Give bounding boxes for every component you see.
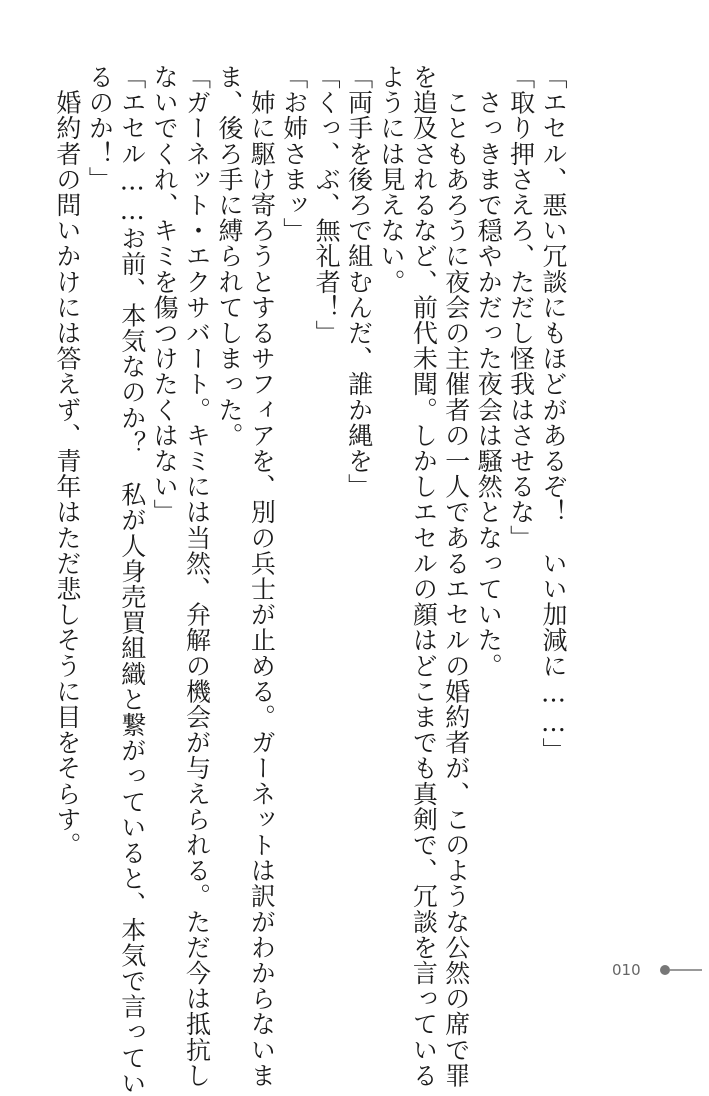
text-line: るのか！」	[85, 64, 115, 192]
text-line: 姉に駆け寄ろうとするサフィアを、別の兵士が止める。ガーネットは訳がわからないま	[247, 64, 277, 1088]
page-number: 010	[612, 961, 641, 979]
text-line: さっきまで穏やかだった夜会は騒然となっていた。	[474, 64, 504, 679]
text-line: こともあろうに夜会の主催者の一人であるエセルの婚約者が、このような公然の席で罪	[441, 64, 471, 1088]
text-line: ないでくれ、キミを傷つけたくはない」	[150, 64, 180, 525]
text-line: を追及されるなど、前代未聞。しかしエセルの顔はどこまでも真剣で、冗談を言っている	[409, 64, 439, 1088]
text-line: ようには見えない。	[376, 64, 406, 295]
text-line: 「エセル、悪い冗談にもほどがあるぞ！ いい加減に……」	[539, 64, 568, 764]
text-line: 婚約者の問いかけには答えず、青年はただ悲しそうに目をそらす。	[52, 64, 82, 858]
page-marker-rule	[670, 969, 702, 971]
text-line: 「取り押さえろ、ただし怪我はさせるな」	[506, 64, 536, 551]
text-line: 「エセル……お前、本気なのか？ 私が人身売買組織と繋がっていると、本気で言ってい	[117, 64, 147, 1096]
text-line: 「くっ、ぶ、無礼者！」	[312, 64, 342, 346]
text-line: 「ガーネット・エクサバート。キミには当然、弁解の機会が与えられる。ただ今は抵抗し	[182, 64, 212, 1088]
page-marker-dot	[660, 965, 670, 975]
vertical-text-body	[51, 64, 570, 1096]
text-line: ま、後ろ手に縛られてしまった。	[214, 64, 244, 448]
page-footer	[612, 960, 702, 984]
text-line: 「両手を後ろで組むんだ、誰か縄を」	[344, 64, 374, 500]
text-line: 「お姉さまッ」	[279, 64, 309, 244]
